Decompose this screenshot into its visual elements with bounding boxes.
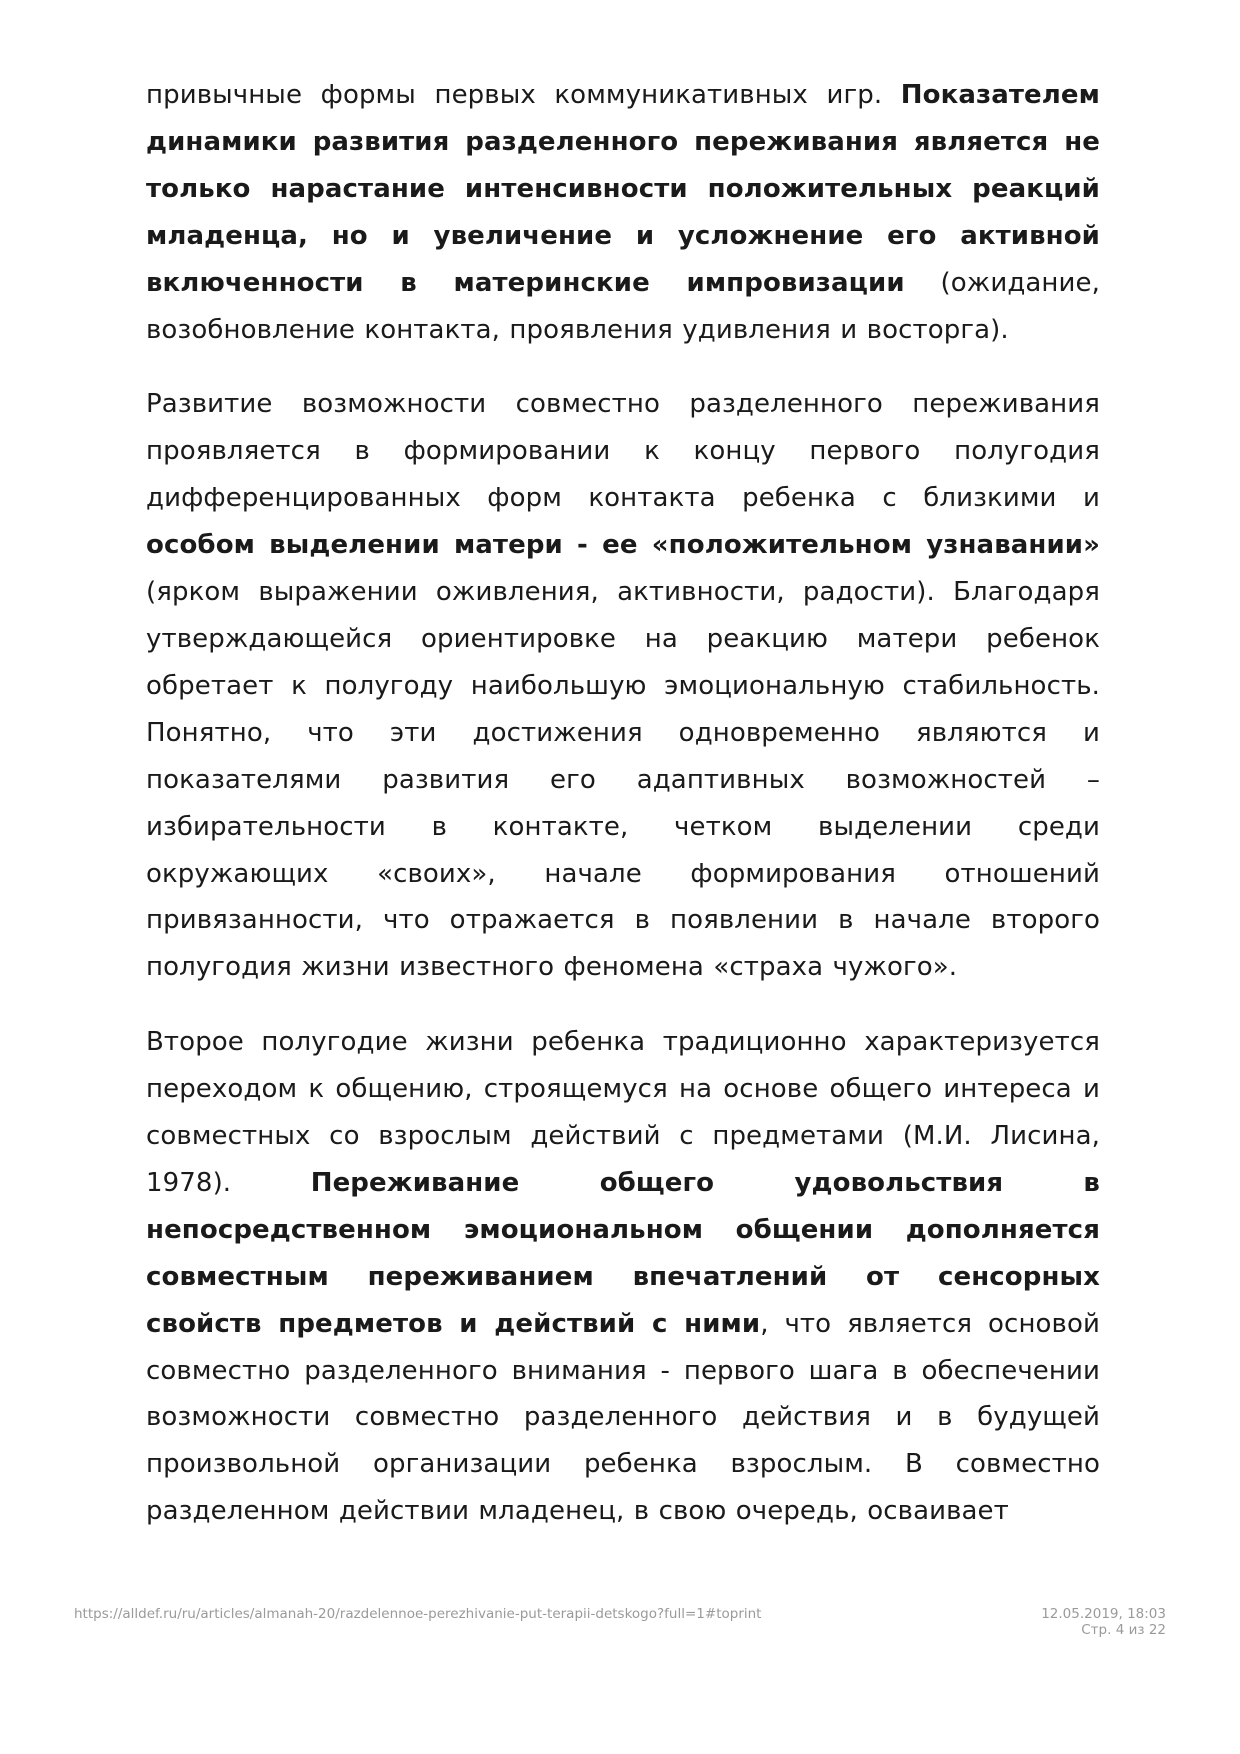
footer-url: https://alldef.ru/ru/articles/almanah-20/razdelennoe-perezhivanie-put-terapii-detskogo?full=1#toprint [74,1606,762,1622]
paragraph-1-emphasis: Показателем динамики развития разделенного переживания является не только нарастание интенсивности положительных реакций младенца, но и увеличение и усложнение его активной включенности в материнские импровизации [146,80,1100,298]
footer-page-number: Стр. 4 из 22 [1081,1622,1166,1638]
paragraph-1-text: привычные формы первых коммуникативных игр. [146,80,901,110]
paragraph-2-emphasis: особом выделении матери - ее «положительном узнавании» [146,530,1100,561]
paragraph-2-text: Развитие возможности совместно разделенного переживания проявляется в формировании к концу первого полугодия дифференцированных форм контакта ребенка с близкими и [146,389,1100,514]
paragraph-2-text-end: (ярком выражении оживления, активности, радости). Благодаря утверждающейся ориентировке на реакцию матери ребенок обретает к полугоду наибольшую эмоциональную стабильность. Понятно, что эти достижения одновременно являются и показателями развития его адаптивных возможностей – избирательности в контакте, четком выделении среди окружающих «своих», начале формирования отношений привязанности, что отражается в появлении в начале второго полугодия жизни известного феномена «страха чужого». [146,577,1100,983]
paragraph-3-text: Второе полугодие жизни ребенка традиционно характеризуется переходом к общению, строящемуся на основе общего интереса и совместных со взрослым действий с предметами (М.И. Лисина, 1978). [146,1027,1100,1198]
paragraph-1 [146,72,1100,353]
print-footer [74,1606,1166,1646]
paragraph-1-text-end: (ожидание, возобновление контакта, проявления удивления и восторга). [146,267,1100,345]
footer-meta [1041,1606,1166,1638]
paragraph-2 [146,381,1100,991]
paragraph-3-emphasis: Переживание общего удовольствия в непосредственном эмоциональном общении дополняется совместным переживанием впечатлений от сенсорных свойств предметов и действий с ними [146,1167,1100,1339]
paragraph-3-text-end: , что является основой совместно разделенного внимания - первого шага в обеспечении возможности совместно разделенного действия и в будущей произвольной организации ребенка взрослым. В совместно разделенном действии младенец, в свою очередь, осваивает [146,1308,1100,1527]
footer-datetime: 12.05.2019, 18:03 [1041,1606,1166,1622]
article-body [146,72,1100,1563]
paragraph-3 [146,1019,1100,1535]
